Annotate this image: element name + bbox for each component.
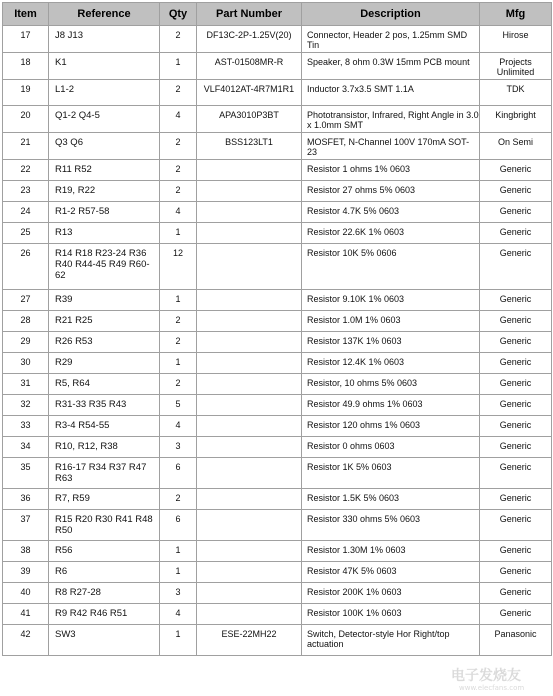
cell-part-number [197,583,302,604]
table-row [3,374,552,395]
cell-description: Resistor 49.9 ohms 1% 0603 [302,395,480,416]
header-row [3,3,552,26]
cell-qty: 12 [160,244,197,290]
cell-part-number [197,181,302,202]
cell-reference: R26 R53 [49,332,160,353]
watermark-sub: www.elecfans.com [459,684,525,692]
cell-qty: 1 [160,562,197,583]
cell-description: Resistor, 10 ohms 5% 0603 [302,374,480,395]
cell-mfg: Generic [480,202,552,223]
cell-qty: 1 [160,290,197,311]
cell-item: 29 [3,332,49,353]
cell-reference: R19, R22 [49,181,160,202]
cell-item: 28 [3,311,49,332]
cell-mfg: Panasonic [480,625,552,656]
header-reference: Reference [49,3,160,26]
cell-qty: 2 [160,160,197,181]
cell-part-number [197,244,302,290]
cell-part-number [197,458,302,489]
cell-description: Phototransistor, Infrared, Right Angle in 3.0 x 1.0mm SMT [302,106,480,133]
cell-part-number [197,332,302,353]
cell-mfg: Generic [480,290,552,311]
cell-mfg: Generic [480,604,552,625]
cell-part-number: VLF4012AT-4R7M1R1 [197,80,302,106]
table-row [3,562,552,583]
cell-item: 23 [3,181,49,202]
cell-description: Switch, Detector-style Hor Right/top actuation [302,625,480,656]
table-row [3,202,552,223]
cell-reference: R1-2 R57-58 [49,202,160,223]
cell-part-number [197,353,302,374]
cell-mfg: Generic [480,395,552,416]
cell-mfg: Generic [480,562,552,583]
cell-description: Resistor 1.5K 5% 0603 [302,489,480,510]
cell-description: Resistor 1.30M 1% 0603 [302,541,480,562]
cell-mfg: Kingbright [480,106,552,133]
cell-mfg: Generic [480,437,552,458]
cell-qty: 4 [160,202,197,223]
cell-mfg: Generic [480,541,552,562]
cell-description: Resistor 10K 5% 0606 [302,244,480,290]
cell-part-number: APA3010P3BT [197,106,302,133]
cell-description: Inductor 3.7x3.5 SMT 1.1A [302,80,480,106]
cell-qty: 1 [160,625,197,656]
cell-description: Resistor 330 ohms 5% 0603 [302,510,480,541]
cell-part-number [197,437,302,458]
cell-part-number [197,489,302,510]
table-row [3,395,552,416]
cell-qty: 6 [160,458,197,489]
cell-qty: 1 [160,223,197,244]
cell-reference: R9 R42 R46 R51 [49,604,160,625]
cell-reference: SW3 [49,625,160,656]
header-item: Item [3,3,49,26]
cell-description: Resistor 0 ohms 0603 [302,437,480,458]
cell-mfg: On Semi [480,133,552,160]
cell-item: 38 [3,541,49,562]
cell-item: 30 [3,353,49,374]
cell-reference: L1-2 [49,80,160,106]
cell-item: 24 [3,202,49,223]
cell-mfg: Generic [480,160,552,181]
cell-qty: 4 [160,604,197,625]
cell-item: 35 [3,458,49,489]
cell-reference: R31-33 R35 R43 [49,395,160,416]
cell-mfg: Hirose [480,26,552,53]
table-row [3,604,552,625]
cell-reference: R11 R52 [49,160,160,181]
table-row [3,437,552,458]
cell-part-number [197,395,302,416]
cell-item: 32 [3,395,49,416]
cell-qty: 2 [160,311,197,332]
cell-mfg: Generic [480,510,552,541]
table-row [3,625,552,656]
header-description: Description [302,3,480,26]
cell-part-number: ESE-22MH22 [197,625,302,656]
header-qty: Qty [160,3,197,26]
cell-reference: K1 [49,53,160,80]
cell-mfg: Generic [480,353,552,374]
cell-mfg: Generic [480,181,552,202]
cell-qty: 2 [160,181,197,202]
cell-reference: Q1-2 Q4-5 [49,106,160,133]
cell-item: 22 [3,160,49,181]
cell-description: Resistor 1.0M 1% 0603 [302,311,480,332]
cell-description: Resistor 200K 1% 0603 [302,583,480,604]
cell-mfg: Generic [480,311,552,332]
cell-item: 42 [3,625,49,656]
table-row [3,489,552,510]
table-row [3,26,552,53]
cell-part-number [197,541,302,562]
table-row [3,53,552,80]
cell-item: 37 [3,510,49,541]
cell-part-number [197,290,302,311]
cell-part-number [197,374,302,395]
bom-body [3,26,552,656]
table-row [3,510,552,541]
cell-reference: R39 [49,290,160,311]
table-row [3,80,552,106]
cell-part-number [197,604,302,625]
table-row [3,353,552,374]
table-row [3,416,552,437]
cell-qty: 1 [160,53,197,80]
watermark-text: 电子发烧友 [451,668,521,684]
cell-reference: Q3 Q6 [49,133,160,160]
cell-qty: 2 [160,332,197,353]
cell-part-number [197,202,302,223]
cell-item: 40 [3,583,49,604]
cell-part-number: DF13C-2P-1.25V(20) [197,26,302,53]
cell-qty: 1 [160,541,197,562]
cell-item: 21 [3,133,49,160]
cell-item: 27 [3,290,49,311]
cell-qty: 6 [160,510,197,541]
table-row [3,332,552,353]
cell-mfg: Generic [480,223,552,244]
cell-part-number [197,510,302,541]
cell-description: Connector, Header 2 pos, 1.25mm SMD Tin [302,26,480,53]
cell-qty: 5 [160,395,197,416]
cell-description: Resistor 1K 5% 0603 [302,458,480,489]
cell-reference: J8 J13 [49,26,160,53]
cell-part-number [197,311,302,332]
cell-reference: R13 [49,223,160,244]
cell-qty: 2 [160,26,197,53]
cell-reference: R5, R64 [49,374,160,395]
cell-reference: R16-17 R34 R37 R47 R63 [49,458,160,489]
cell-description: Resistor 27 ohms 5% 0603 [302,181,480,202]
cell-description: Speaker, 8 ohm 0.3W 15mm PCB mount [302,53,480,80]
cell-part-number: AST-01508MR-R [197,53,302,80]
cell-mfg: Generic [480,489,552,510]
cell-qty: 2 [160,133,197,160]
cell-qty: 1 [160,353,197,374]
cell-item: 18 [3,53,49,80]
cell-item: 26 [3,244,49,290]
table-row [3,133,552,160]
table-row [3,290,552,311]
bom-table [2,2,552,656]
cell-qty: 2 [160,489,197,510]
cell-reference: R6 [49,562,160,583]
table-row [3,244,552,290]
cell-mfg: Projects Unlimited [480,53,552,80]
cell-description: Resistor 12.4K 1% 0603 [302,353,480,374]
cell-item: 17 [3,26,49,53]
cell-qty: 2 [160,374,197,395]
cell-part-number [197,223,302,244]
cell-item: 31 [3,374,49,395]
table-row [3,106,552,133]
table-row [3,458,552,489]
table-row [3,583,552,604]
cell-reference: R10, R12, R38 [49,437,160,458]
cell-item: 33 [3,416,49,437]
cell-description: Resistor 120 ohms 1% 0603 [302,416,480,437]
cell-mfg: TDK [480,80,552,106]
cell-mfg: Generic [480,458,552,489]
cell-reference: R21 R25 [49,311,160,332]
cell-description: Resistor 100K 1% 0603 [302,604,480,625]
cell-description: Resistor 137K 1% 0603 [302,332,480,353]
cell-item: 41 [3,604,49,625]
cell-description: Resistor 9.10K 1% 0603 [302,290,480,311]
cell-qty: 4 [160,416,197,437]
cell-mfg: Generic [480,332,552,353]
cell-reference: R15 R20 R30 R41 R48 R50 [49,510,160,541]
cell-reference: R8 R27-28 [49,583,160,604]
cell-qty: 2 [160,80,197,106]
cell-reference: R14 R18 R23-24 R36 R40 R44-45 R49 R60-62 [49,244,160,290]
cell-description: Resistor 4.7K 5% 0603 [302,202,480,223]
cell-description: Resistor 1 ohms 1% 0603 [302,160,480,181]
table-row [3,223,552,244]
cell-description: Resistor 47K 5% 0603 [302,562,480,583]
header-part-number: Part Number [197,3,302,26]
cell-description: Resistor 22.6K 1% 0603 [302,223,480,244]
cell-reference: R7, R59 [49,489,160,510]
cell-item: 36 [3,489,49,510]
cell-description: MOSFET, N-Channel 100V 170mA SOT-23 [302,133,480,160]
cell-reference: R56 [49,541,160,562]
cell-mfg: Generic [480,244,552,290]
watermark-logo [449,666,547,692]
cell-part-number [197,416,302,437]
cell-mfg: Generic [480,416,552,437]
cell-item: 34 [3,437,49,458]
cell-reference: R29 [49,353,160,374]
cell-item: 19 [3,80,49,106]
cell-part-number [197,160,302,181]
cell-part-number: BSS123LT1 [197,133,302,160]
cell-item: 20 [3,106,49,133]
cell-qty: 4 [160,106,197,133]
cell-mfg: Generic [480,374,552,395]
cell-mfg: Generic [480,583,552,604]
table-row [3,311,552,332]
cell-item: 25 [3,223,49,244]
cell-qty: 3 [160,437,197,458]
table-row [3,160,552,181]
cell-reference: R3-4 R54-55 [49,416,160,437]
cell-qty: 3 [160,583,197,604]
table-row [3,541,552,562]
header-mfg: Mfg [480,3,552,26]
cell-part-number [197,562,302,583]
table-row [3,181,552,202]
cell-item: 39 [3,562,49,583]
